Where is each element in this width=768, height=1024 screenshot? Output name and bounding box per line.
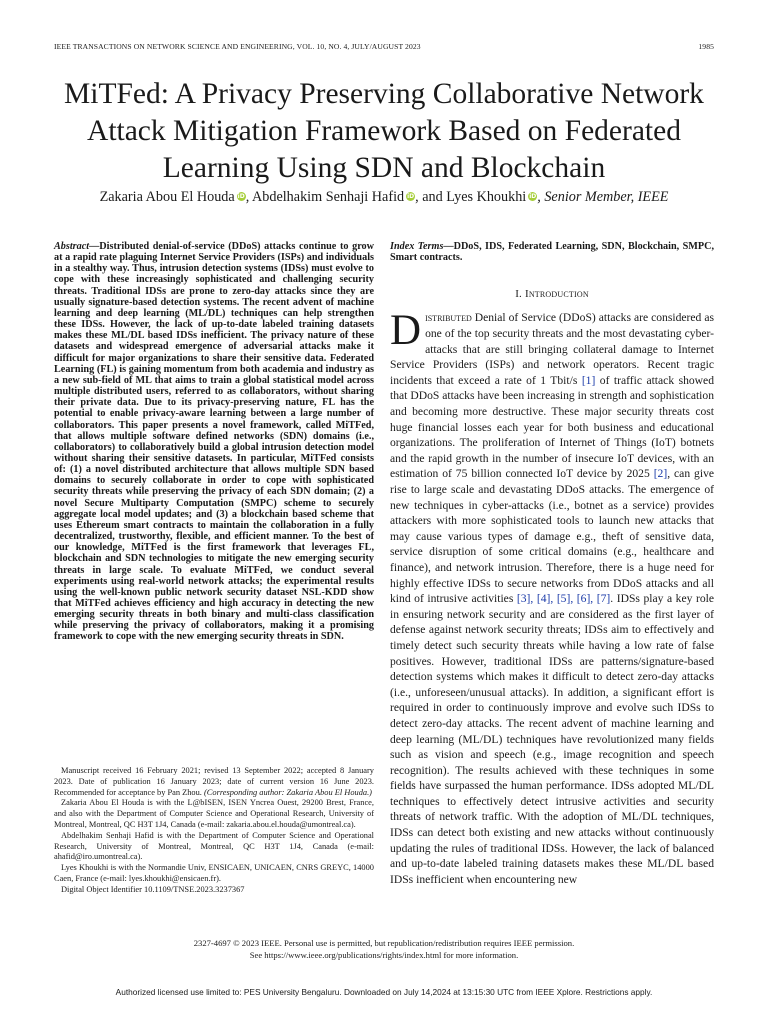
rights-link[interactable]: See https://www.ieee.org/publications/rights/index.html for more information.: [249, 949, 519, 960]
author-name: , and Lyes Khoukhi: [415, 189, 527, 205]
footnotes: [54, 766, 374, 896]
author-suffix: , Senior Member, IEEE: [537, 189, 669, 205]
index-terms: [390, 241, 714, 263]
download-notice: Authorized licensed use limited to: PES University Bengaluru. Downloaded on July 14,2024 at 13:15:30 UTC from IEEE Xplore. Restrictions apply.: [115, 987, 653, 997]
running-header: [54, 42, 714, 51]
orcid-icon[interactable]: iD: [529, 193, 537, 200]
index-terms-lead: Index Terms: [390, 241, 444, 252]
page-number: 1985: [698, 42, 714, 51]
left-column: [54, 241, 374, 643]
author-line: [30, 189, 738, 206]
doi-line[interactable]: Digital Object Identifier 10.1109/TNSE.2023.3237367: [61, 884, 245, 894]
corresponding-author: (Corresponding author: Zakaria Abou El Houda.): [201, 787, 372, 797]
introduction-body: [390, 307, 715, 887]
abstract-text: —Distributed denial-of-service (DDoS) attacks continue to grow at a rapid rate plaguing Internet Service Providers (ISPs) and individuals in a stealthy way. Thus, intrusion detection systems (IDSs) must evolve to cope with these increasingly sophisticated and challenging security threats. Traditional IDSs are prone to zero-day attacks since they are usually signature-based detection systems. The recent advent of machine learning and deep learning (ML/DL) techniques can help strengthen these IDSs. However, the lack of up-to-date labeled training datasets makes these ML/DL based IDSs inefficient. The privacy nature of these datasets and widespread emergence of adversarial attacks make it difficult for major organizations to share their sensitive data. Federated Learning (FL) is gaining momentum from both academia and industry as a new sub-field of ML that aims to train a global statistical model across multiple distributed users, referred to as collaborators, without sharing their private data. Due to its privacy-preserving nature, FL has the potential to enable privacy-aware learning between a large number of collaborators. This paper presents a novel framework, called MiTFed, that allows multiple software defined networks (SDN) domains (i.e., collaborators) to collaboratively build a global intrusion detection model without sharing their sensitive datasets. In particular, MiTFed consists of: (1) a novel distributed architecture that allows multiple SDN based domains to securely collaborate in order to cope with sophisticated security threats while preserving the privacy of each SDN domain; (2) a novel Secure Multiparty Computation (SMPC) scheme to securely aggregate local model updates; and (3) a blockchain based scheme that uses Ethereum smart contracts to maintain the collaboration in a fully decentralized, trustworthy, flexible, and efficient manner. To the best of our knowledge, MiTFed is the first framework that leverages FL, blockchain and SDN technologies to mitigate the new emerging security threats in large scale. To evaluate MiTFed, we conduct several experiments using real-world network attacks; the experimental results using the well-known public network security dataset NSL-KDD show that MiTFed achieves efficiency and high accuracy in detecting the new emerging security threats in both binary and multi-class classification while preserving the privacy of collaborators, making it a promising framework to cope with the new emerging security threats in SDN.: [54, 241, 374, 643]
drop-cap: D: [390, 307, 422, 355]
intro-text: , can give rise to large scale and devastating DDoS attacks. The emergence of new techniques in cyber-attacks (i.e., botnet as a service) provides attackers with more sophisticated tools to launch new attacks that may cause various types of damage e.g., theft of sensitive data, service disruption of some critical domains (e.g., healthcare and finance), and network intrusion. Therefore, there is a huge need for highly effective IDSs to secure networks from DDoS attacks and all kind of intrusive activities: [390, 467, 715, 606]
copyright-line: 2327-4697 © 2023 IEEE. Personal use is permitted, but republication/redistribution requires IEEE permission.: [193, 938, 575, 948]
orcid-icon[interactable]: iD: [407, 193, 415, 200]
citation-link[interactable]: [2]: [653, 467, 668, 481]
received-text: Manuscript received 16 February 2021; revised 13 September 2022; accepted 8 January 2023. Date of publication 16 January 2023; date of current version 16 June 2023. Recommended for acceptance by Pan Zhou.: [54, 766, 374, 797]
orcid-icon[interactable]: iD: [237, 193, 245, 200]
footnote-affiliation: Lyes Khoukhi is with the Normandie Univ, ENSICAEN, UNICAEN, CNRS GREYC, 14000 Caen, France (e-mail: lyes.khoukhi@ensicaen.fr).: [54, 863, 374, 883]
intro-text: . IDSs play a key role in ensuring network security and are considered as the first layer of defense against network security threats; IDSs aim to effectively and timely detect such security threats while having a low rate of false positives. However, traditional IDSs are patterns/signature-based detection systems which makes it difficult to detect zero-day attacks (i.e., unforeseen/unusual attacks). In addition, a significant effort is required in order to continuously improve and evolve such IDSs to detect zero-day attacks. The recent advent of machine learning and deep learning (ML/DL) techniques have revolutionized many fields such as vision and speech (e.g., image recognition and speech recognition). The results achieved with these techniques in some fields have surpassed the human performance. IDSs adopted ML/DL techniques to effectively detect intrusive activities and security threats of network traffic. With the adoption of ML/DL techniques, IDSs can detect both existing and new attacks without continuously updating the rules of traditional IDSs. However, the lack of balanced and up-to-date labeled training datasets makes these ML/DL based IDSs inefficient when encountering new: [390, 592, 714, 886]
section-heading: [390, 289, 714, 300]
intro-text: Denial of Service (DDoS) attacks are considered as one of the top security threats and the most devastating cyber-attacks that are still bringing collateral damage to Internet Service Providers (ISPs) and network operators. Recent tragic incidents that exceed a rate of 1 Tbit/s: [390, 311, 714, 387]
footnote-affiliation: Zakaria Abou El Houda is with the L@bISEN, ISEN Yncrea Ouest, 29200 Brest, France, and also with the Department of Computer Science and Operational Research, University of Montreal, Montreal, QC H3T 1J4, Canada (e-mail: zakaria.abou.el.houda@umontreal.ca).: [54, 798, 374, 829]
section-title: Introduction: [524, 288, 589, 301]
abstract-lead: Abstract: [54, 241, 90, 252]
footnote-affiliation: Abdelhakim Senhaji Hafid is with the Department of Computer Science and Operational Research, University of Montreal, Montreal, QC H3T 1J4, Canada (e-mail: ahafid@iro.umontreal.ca).: [54, 830, 374, 862]
abstract: [54, 241, 374, 643]
citation-link[interactable]: [1]: [581, 373, 596, 387]
citation-link[interactable]: [3], [4], [5], [6], [7]: [516, 592, 611, 606]
footnote-received: [54, 766, 374, 798]
index-terms-text: —DDoS, IDS, Federated Learning, SDN, Blockchain, SMPC, Smart contracts.: [390, 241, 714, 264]
author-name: Zakaria Abou El Houda: [99, 189, 235, 205]
right-column: [390, 241, 714, 887]
drop-cap-word: istributed: [425, 311, 472, 325]
paper-title: MiTFed: A Privacy Preserving Collaborative Network Attack Mitigation Framework Based on Federated Learning Using SDN and Blockchain: [64, 78, 704, 184]
author-name: , Abdelhakim Senhaji Hafid: [245, 189, 405, 205]
intro-text: of traffic attack showed that DDoS attacks have been increasing in strength and sophistication and becoming more destructive. These major security threats cost huge financial losses each year for both business and educational organizations. The proliferation of Internet of Things (IoT) botnets and the rapid growth in the number of insecure IoT devices, with an estimation of 75 billion connected IoT device by 2025: [390, 373, 714, 481]
section-number: I.: [515, 288, 523, 301]
journal-header: IEEE TRANSACTIONS ON NETWORK SCIENCE AND ENGINEERING, VOL. 10, NO. 4, JULY/AUGUST 2023: [54, 42, 421, 51]
copyright-notice: [0, 938, 768, 961]
